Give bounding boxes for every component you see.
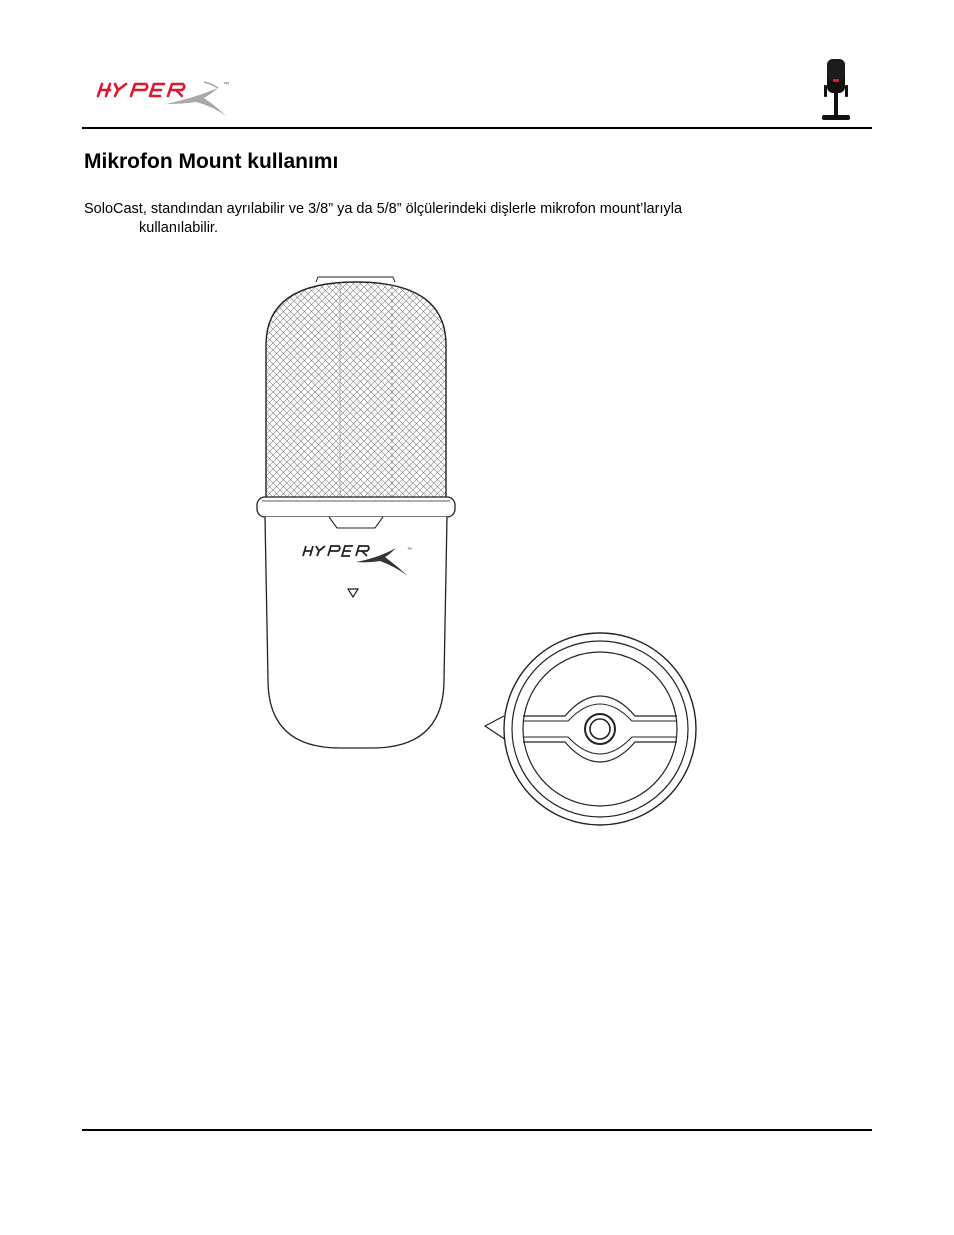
section-title: Mikrofon Mount kullanımı [84, 150, 339, 173]
body-text-line-1: SoloCast, standından ayrılabilir ve 3/8” ya da 5/8” ölçülerindeki dişlerle mikrofon mount’larıyla [84, 201, 683, 217]
footer-divider [82, 1129, 872, 1131]
svg-text:™: ™ [223, 82, 229, 88]
body-text-line-2: kullanılabilir. [139, 220, 218, 236]
microphone-body [257, 270, 460, 748]
mount-thread-detail [485, 633, 696, 825]
svg-text:™: ™ [407, 547, 412, 553]
microphone-grille [260, 270, 460, 500]
